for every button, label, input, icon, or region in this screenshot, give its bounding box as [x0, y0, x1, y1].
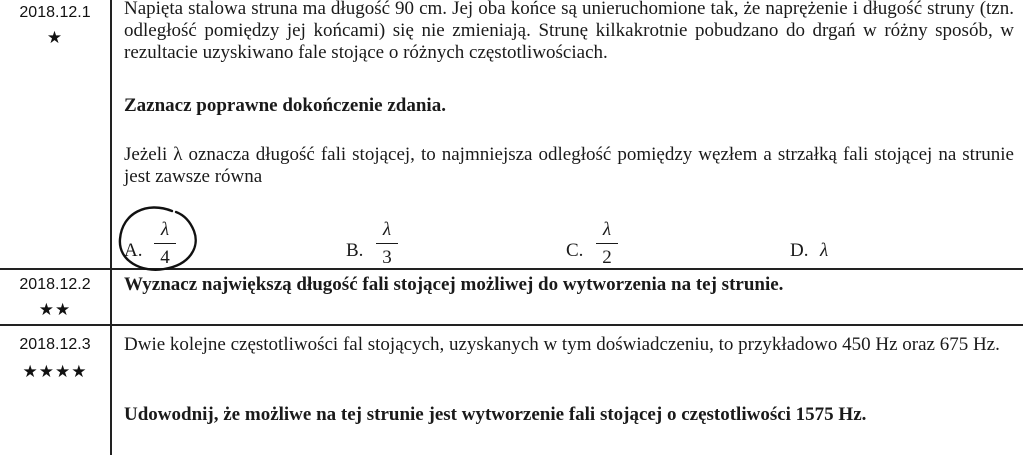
task-intro: Napięta stalowa struna ma długość 90 cm. Jej oba końce są unieruchomione tak, że naprężenie i długość struny (tzn. odległość pomiędzy jej końcami) się nie zmieniają. Strunę kilkakrotnie pobudzano do drgań w różny sposób, w rezultacie uzyskiwano fale stojące o różnych częstotliwościach.: [124, 0, 1014, 63]
task-instruction: Zaznacz poprawne dokończenie zdania.: [124, 95, 446, 116]
difficulty-stars: ★★: [38, 300, 72, 320]
task-id: 2018.12.3: [19, 336, 91, 353]
answer-c-denominator: 2: [602, 247, 612, 268]
answer-d[interactable]: [790, 218, 870, 268]
task-row-2: [0, 270, 1023, 326]
task-id: 2018.12.2: [19, 276, 91, 293]
answer-b-numerator: λ: [382, 219, 392, 240]
task-id: 2018.12.1: [19, 4, 91, 21]
task-id-cell: [0, 270, 112, 324]
answer-a-denominator: 4: [160, 247, 170, 268]
answer-c[interactable]: [566, 218, 646, 268]
task-id-cell: [0, 0, 112, 268]
task-text: Wyznacz największą długość fali stojącej możliwej do wytworzenia na tej strunie.: [124, 274, 784, 295]
fraction-bar: [596, 243, 618, 244]
answer-d-value: λ: [820, 240, 829, 261]
answer-b-denominator: 3: [382, 247, 392, 268]
task-row-3: [0, 326, 1023, 455]
difficulty-stars: ★★★★: [22, 362, 88, 382]
fraction-bar: [376, 243, 398, 244]
task-text: Dwie kolejne częstotliwości fal stojących, uzyskanych w tym doświadczeniu, to przykładowo 450 Hz oraz 675 Hz.: [124, 334, 1000, 355]
answer-c-letter: C.: [566, 240, 584, 261]
answer-a-numerator: λ: [160, 219, 170, 240]
task-instruction: Udowodnij, że możliwe na tej strunie jest wytworzenie fali stojącej o częstotliwości 1575 Hz.: [124, 404, 867, 425]
answer-b-letter: B.: [346, 240, 364, 261]
hand-drawn-circle-mark: [112, 203, 204, 275]
answer-b-fraction: [376, 218, 398, 270]
answer-b[interactable]: [346, 218, 426, 268]
task-id-cell: [0, 326, 112, 455]
task-question: Jeżeli λ oznacza długość fali stojącej, to najmniejsza odległość pomiędzy węzłem a strzałką fali stojącej na strunie jest zawsze równa: [124, 144, 1014, 187]
answer-d-letter: D.: [790, 240, 809, 261]
answer-c-fraction: [596, 218, 618, 270]
answer-c-numerator: λ: [602, 219, 612, 240]
answer-a-letter: A.: [124, 240, 143, 261]
difficulty-stars: ★: [46, 28, 64, 48]
